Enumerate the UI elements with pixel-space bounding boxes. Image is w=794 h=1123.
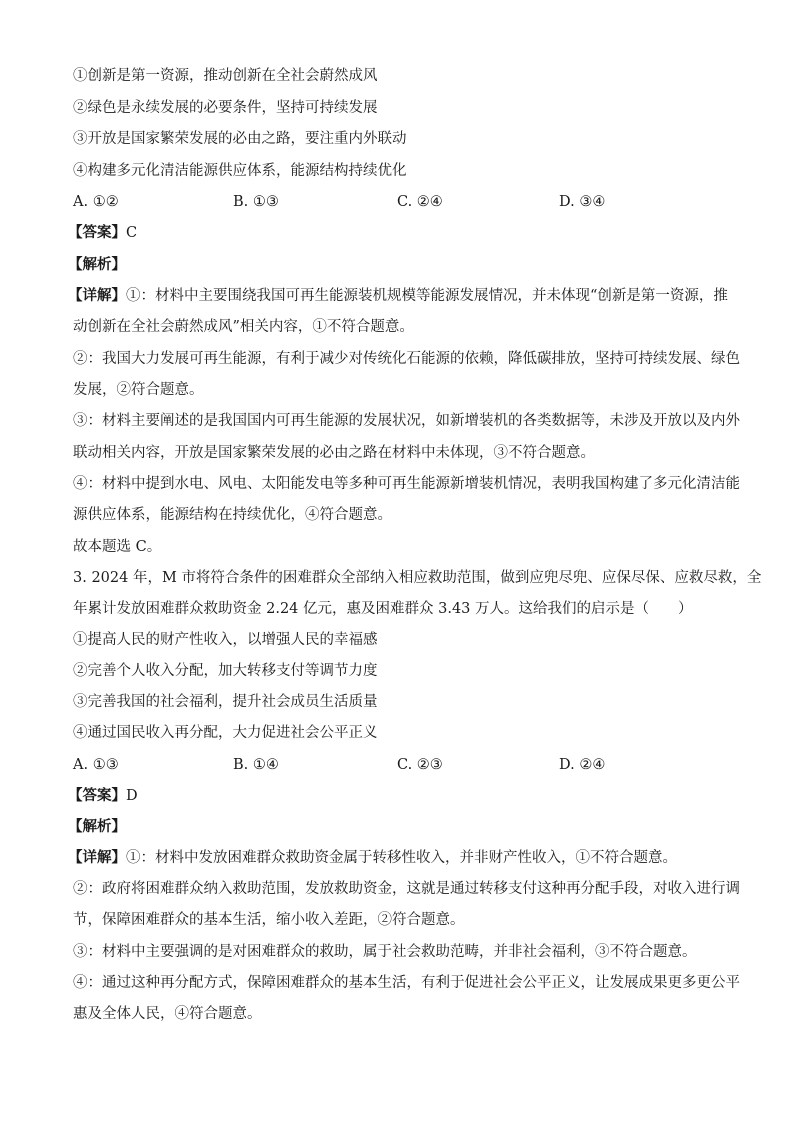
q3-statement-2: ②完善个人收入分配，加大转移支付等调节力度 [73,663,378,679]
q3-answer-tag: 【答案】 [68,787,126,804]
q2-detail-line-7: ④：材料中提到水电、风电、太阳能发电等多种可再生能源新增装机情况，表明我国构建了多元化清洁能 [73,476,740,492]
q2-option-c: C. ②④ [397,194,443,210]
q2-option-b: B. ①③ [233,194,279,210]
q3-detail-line-5: ④：通过这种再分配方式，保障困难群众的基本生活，有利于促进社会公平正义，让发展成果更多更公平 [73,975,740,991]
q3-detail-line-4: ③：材料中主要强调的是对困难群众的救助，属于社会救助范畴，并非社会福利，③不符合题意。 [73,944,697,960]
q2-detail-line-4: 发展，②符合题意。 [73,382,204,398]
q3-detail-tag: 【详解】 [68,849,126,866]
q2-detail-line-8: 源供应体系，能源结构在持续优化，④符合题意。 [73,507,392,523]
q3-detail-line-1 [68,848,677,868]
q2-statement-4: ④构建多元化清洁能源供应体系，能源结构持续优化 [73,163,407,179]
q2-analysis-tag: 【解析】 [68,256,126,273]
q3-option-d: D. ②④ [559,757,606,773]
q2-answer-tag: 【答案】 [68,224,126,241]
q3-option-b: B. ①④ [233,757,279,773]
q2-detail-tag: 【详解】 [68,287,126,304]
q3-stem-line-2: 年累计发放困难群众救助资金 2.24 亿元，惠及困难群众 3.43 万人。这给我们的启示是（ ） [73,601,693,617]
q3-statement-3: ③完善我国的社会福利，提升社会成员生活质量 [73,694,378,710]
q2-detail-line-1 [68,286,728,306]
q3-statement-4: ④通过国民收入再分配，大力促进社会公平正义 [73,725,378,741]
q2-answer-value: C [126,225,138,241]
q2-option-a: A. ①② [73,194,119,210]
q3-analysis-tag: 【解析】 [68,818,126,835]
q2-detail-line-3: ②：我国大力发展可再生能源，有利于减少对传统化石能源的依赖，降低碳排放，坚持可持续发展、绿色 [73,351,740,367]
q2-statement-3: ③开放是国家繁荣发展的必由之路，要注重内外联动 [73,131,407,147]
q2-detail-line-2: 动创新在全社会蔚然成风”相关内容，①不符合题意。 [73,319,414,335]
q3-detail-line-6: 惠及全体人民，④符合题意。 [73,1006,262,1022]
q2-statement-1: ①创新是第一资源，推动创新在全社会蔚然成风 [73,68,378,84]
q3-answer-value: D [126,788,138,804]
q2-detail-line-5: ③：材料主要阐述的是我国国内可再生能源的发展状况，如新增装机的各类数据等，未涉及开放以及内外 [73,413,740,429]
q2-option-d: D. ③④ [559,194,606,210]
q3-detail-line-2: ②：政府将困难群众纳入救助范围，发放救助资金，这就是通过转移支付这种再分配手段，对收入进行调 [73,881,740,897]
q3-detail-text-1: ①：材料中发放困难群众救助资金属于转移性收入，并非财产性收入，①不符合题意。 [126,850,677,866]
q3-option-c: C. ②③ [397,757,443,773]
q3-statement-1: ①提高人民的财产性收入，以增强人民的幸福感 [73,632,378,648]
q2-answer [68,223,137,243]
q2-detail-text-1: ①：材料中主要围绕我国可再生能源装机规模等能源发展情况，并未体现“创新是第一资源，推 [126,288,728,304]
q2-detail-line-6: 联动相关内容，开放是国家繁荣发展的必由之路在材料中未体现，③不符合题意。 [73,445,595,461]
q3-stem-line-1: 3. 2024 年，M 市将符合条件的困难群众全部纳入相应救助范围，做到应兜尽兜、应保尽保、应救尽救，全 [73,570,762,586]
q3-detail-line-3: 节，保障困难群众的基本生活，缩小收入差距，②符合题意。 [73,912,465,928]
q2-statement-2: ②绿色是永续发展的必要条件，坚持可持续发展 [73,100,378,116]
q3-option-a: A. ①③ [73,757,119,773]
q3-answer [68,786,138,806]
q2-conclusion: 故本题选 C。 [73,539,162,555]
